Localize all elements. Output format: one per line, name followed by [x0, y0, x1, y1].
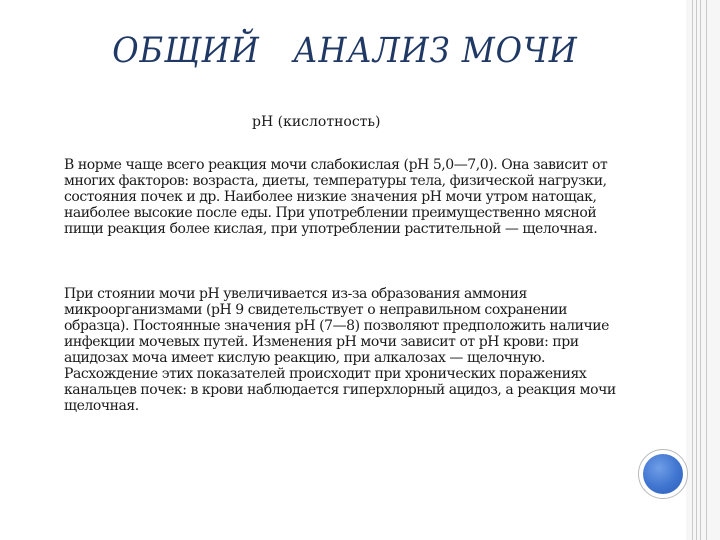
decorative-circle-icon [638, 449, 688, 499]
slide-subtitle: pH (кислотность) [252, 114, 381, 130]
rail-line [700, 0, 701, 540]
rail-line [696, 0, 697, 540]
decorative-side-rail [686, 0, 720, 540]
body-paragraph-1: В норме чаще всего реакция мочи слабокислая (pH 5,0—7,0). Она зависит от многих факторов: возраста, диеты, температуры тела, физической нагрузки, состояния почек и др. Наиболее низкие значения pH мочи утром натощак, наиболее высокие после еды. При употреблении преимущественно мясной пищи реакция более кислая, при употреблении растительной — щелочная. [64, 157, 608, 237]
body-paragraph-2: При стоянии мочи pH увеличивается из-за образования аммония микроорганизмами (pH 9 свидетельствует о неправильном сохранении образца). Постоянные значения pH (7—8) позволяют предположить наличие инфекции мочевых путей. Изменения pH мочи зависит от pH крови: при ацидозах моча имеет кислую реакцию, при алкалозах — щелочную. Расхождение этих показателей происходит при хронических поражениях канальцев почек: в крови наблюдается гиперхлорный ацидоз, а реакция мочи щелочная. [64, 286, 616, 414]
rail-line [692, 0, 693, 540]
slide-title: ОБЩИЙ АНАЛИЗ МОЧИ [112, 31, 578, 71]
blue-orb-icon [643, 454, 683, 494]
rail-line [706, 0, 707, 540]
